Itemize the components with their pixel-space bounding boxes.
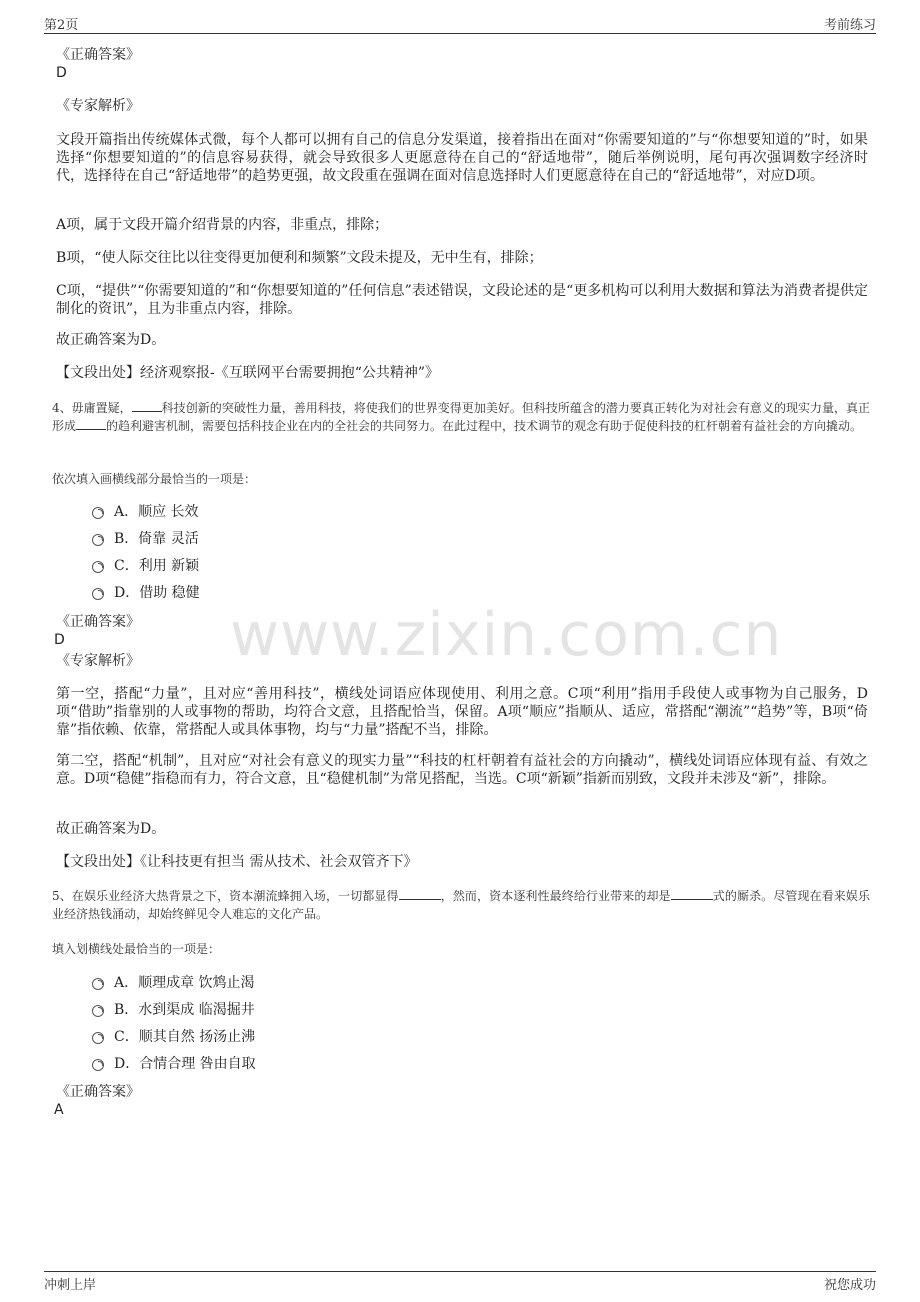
analysis-paragraph: C项，“提供”“你需要知道的”和“你想要知道的”任何信息”表述错误，文段论述的是“更多机构可以利用大数据和算法为消费者提供定制化的资讯”，且为非重点内容，排除。 [56,283,868,317]
analysis-label: 《专家解析》 [56,653,140,669]
page-footer [44,1274,876,1292]
watermark: www.zixin.com.cn [230,600,783,670]
radio-icon[interactable] [92,588,104,600]
fill-blank [671,887,713,900]
radio-icon[interactable] [92,1032,104,1044]
footer-left-text: 冲刺上岸 [44,1278,97,1293]
question-text: 4、毋庸置疑， [52,401,132,415]
radio-icon[interactable] [92,1005,104,1017]
question-text: 式的厮杀。尽管现在看来娱乐业经济热钱涌动，却始终鲜见令人难忘的文化产品。 [52,889,870,921]
question-instruction: 填入划横线处最恰当的一项是： [52,942,221,956]
answer-value: D [56,65,67,81]
option-label: A．顺理成章 饮鸩止渴 [114,975,255,991]
option-a[interactable] [92,974,255,992]
option-b[interactable] [92,530,199,548]
header-title: 考前练习 [823,18,876,33]
fill-blank [132,399,162,412]
analysis-label: 《专家解析》 [56,98,140,114]
option-c[interactable] [92,557,199,575]
analysis-paragraph: 故正确答案为D。 [56,821,166,837]
option-b[interactable] [92,1001,255,1019]
analysis-paragraph: B项，“使人际交往比以往变得更加便利和频繁”文段未提及，无中生有，排除； [56,250,543,266]
option-d[interactable] [92,584,200,602]
answer-label: 《正确答案》 [56,1084,140,1100]
option-label: C．利用 新颖 [114,558,200,574]
question-text: ，然而，资本逐利性最终给行业带来的却是 [440,889,671,903]
footer-right-text: 祝您成功 [823,1278,876,1293]
analysis-paragraph: 故正确答案为D。 [56,332,166,348]
radio-icon[interactable] [92,1059,104,1071]
option-label: A．顺应 长效 [114,504,199,520]
question-text: 5、在娱乐业经济大热背景之下，资本潮流蜂拥入场，一切都显得 [52,889,399,903]
option-c[interactable] [92,1028,255,1046]
option-d[interactable] [92,1055,256,1073]
page-number: 第2页 [44,18,79,33]
radio-icon[interactable] [92,507,104,519]
analysis-paragraph: 第一空，搭配“力量”，且对应“善用科技”，横线处词语应体现使用、利用之意。C项“利用”指用手段使人或事物为自己服务，D项“借助”指靠别的人或事物的帮助，均符合文意，且搭配恰当，保留。A项“顺应”指顺从、适应，常搭配“潮流”“趋势”等，B项“倚靠”指依赖、依靠，常搭配人或具体事物，均与“力量”搭配不当，排除。 [56,686,868,738]
analysis-paragraph: 文段开篇指出传统媒体式微，每个人都可以拥有自己的信息分发渠道，接着指出在面对“你需要知道的”与“你想要知道的”时，如果选择“你想要知道的”的信息容易获得，就会导致很多人更愿意待在自己的“舒适地带”，随后举例说明，尾句再次强调数字经济时代，选择待在自己“舒适地带”的趋势更强，故文段重在强调在面对信息选择时人们更愿意待在自己的“舒适地带”，对应D项。 [56,132,868,184]
option-label: B．水到渠成 临渴掘井 [114,1002,255,1018]
source-citation: 【文段出处】经济观察报-《互联网平台需要拥抱“公共精神”》 [56,365,440,381]
header-divider [44,33,876,34]
answer-label: 《正确答案》 [56,47,140,63]
question-text: 的趋利避害机制，需要包括科技企业在内的全社会的共同努力。在此过程中，技术调节的观念有助于促使科技的杠杆朝着有益社会的方向撬动。 [106,419,863,433]
question-text: 科技创新的突破性力量，善用科技，将使我们的世界变得更加美好。但科技所蕴含的潜力要真正转化为对社会有意义的现实力量，真正形成 [52,401,870,433]
option-a[interactable] [92,503,199,521]
fill-blank [399,887,441,900]
option-label: D．合情合理 咎由自取 [114,1056,256,1072]
fill-blank [76,417,106,430]
radio-icon[interactable] [92,534,104,546]
option-label: B．倚靠 灵活 [114,531,199,547]
analysis-paragraph: A项，属于文段开篇介绍背景的内容，非重点，排除； [56,217,389,233]
analysis-paragraph: 第二空，搭配“机制”，且对应“对社会有意义的现实力量”“科技的杠杆朝着有益社会的方向撬动”，横线处词语应体现有益、有效之意。D项“稳健”指稳而有力，符合文意，且“稳健机制”为常见搭配，当选。C项“新颖”指新而别致，文段并未涉及“新”，排除。 [56,753,868,787]
question-instruction: 依次填入画横线部分最恰当的一项是： [52,472,257,486]
footer-divider [44,1271,876,1272]
answer-label: 《正确答案》 [56,614,140,630]
radio-icon[interactable] [92,978,104,990]
page-header [44,14,876,32]
answer-value: A [54,1102,64,1118]
option-label: D．借助 稳健 [114,585,200,601]
question-stem [52,887,870,923]
radio-icon[interactable] [92,561,104,573]
source-citation: 【文段出处】《让科技更有担当 需从技术、社会双管齐下》 [56,854,418,870]
answer-value: D [54,632,65,648]
option-label: C．顺其自然 扬汤止沸 [114,1029,256,1045]
question-stem [52,399,870,435]
